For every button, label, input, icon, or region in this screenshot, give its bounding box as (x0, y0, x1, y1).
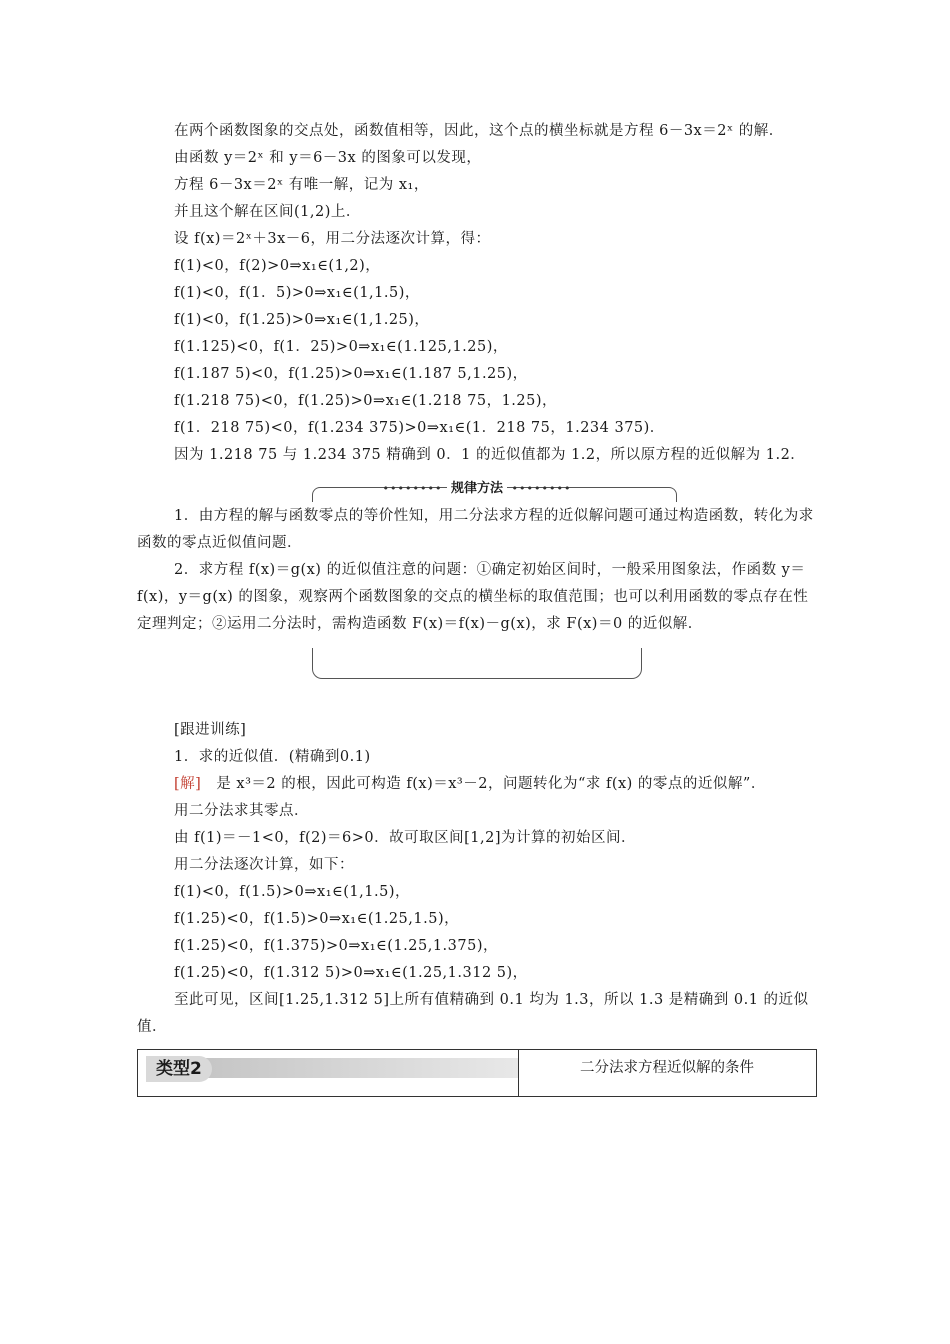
paragraph: 设 f(x)＝2ˣ＋3x－6，用二分法逐次计算，得： (174, 231, 491, 247)
dots-decoration: •••••••• (511, 482, 572, 495)
solution-first-line (137, 771, 817, 798)
document-page (137, 118, 817, 1097)
method-item: 1．由方程的解与函数零点的等价性知，用二分法求方程的近似解问题可通过构造函数，转化为求函数的零点近似值问题． (137, 508, 814, 551)
calc-line: f(1.218 75)<0，f(1.25)>0⇒x₁∈(1.218 75，1.25)， (174, 393, 558, 409)
solution-line: 用二分法求其零点． (174, 803, 309, 819)
paragraph: 方程 6－3x＝2ˣ 有唯一解，记为 x₁， (174, 177, 429, 193)
type-tag: 类型2 (146, 1056, 212, 1082)
calc-line: f(1)<0，f(1．5)>0⇒x₁∈(1,1.5)， (174, 285, 420, 301)
type-bar-left (138, 1050, 519, 1096)
calc-line: f(1)<0，f(1.25)>0⇒x₁∈(1,1.25)， (174, 312, 430, 328)
calc-line: f(1)<0，f(1.5)>0⇒x₁∈(1,1.5)， (174, 884, 410, 900)
box-frame-bottom (312, 648, 642, 679)
solution-tag: [解] (174, 776, 202, 792)
calc-line: f(1.25)<0，f(1.5)>0⇒x₁∈(1.25,1.5)， (174, 911, 460, 927)
training-heading: [跟进训练] (174, 722, 247, 738)
solution-text: 是 x³＝2 的根，因此可构造 f(x)＝x³－2，问题转化为“求 f(x) 的零点的近似解”． (216, 776, 766, 792)
paragraph: 由函数 y＝2ˣ 和 y＝6－3x 的图象可以发现， (174, 150, 482, 166)
dots-decoration: •••••••• (382, 482, 443, 495)
paragraph: 因为 1.218 75 与 1.234 375 精确到 0．1 的近似值都为 1.2，所以原方程的近似解为 1.2． (174, 447, 806, 463)
calc-line: f(1)<0，f(2)>0⇒x₁∈(1,2)， (174, 258, 381, 274)
method-box-header (137, 475, 817, 501)
calc-line: f(1.25)<0，f(1.375)>0⇒x₁∈(1.25,1.375)， (174, 938, 498, 954)
method-box-title-text: 规律方法 (447, 481, 507, 496)
type-title: 二分法求方程近似解的条件 (580, 1060, 754, 1076)
training-question: 1．求的近似值．(精确到0.1) (174, 749, 371, 765)
method-item: 2．求方程 f(x)＝g(x) 的近似值注意的问题：①确定初始区间时，一般采用图象法，作函数 y＝f(x)，y＝g(x) 的图象，观察两个函数图象的交点的横坐标的取值范围；也可以利用函数的零点存在性定理判定；②运用二分法时，需构造函数 F(x)＝f(x)－g(x)，求 F(x)＝0 的近似解． (137, 562, 809, 632)
calc-line: f(1.25)<0，f(1.312 5)>0⇒x₁∈(1.25,1.312 5)， (174, 965, 528, 981)
calc-line: f(1.187 5)<0，f(1.25)>0⇒x₁∈(1.187 5,1.25)， (174, 366, 528, 382)
calc-line: f(1.125)<0，f(1．25)>0⇒x₁∈(1.125,1.25)， (174, 339, 508, 355)
calc-line: f(1．218 75)<0，f(1.234 375)>0⇒x₁∈(1．218 75，1.234 375)． (174, 420, 665, 436)
solution-line: 由 f(1)＝－1<0，f(2)＝6>0．故可取区间[1,2]为计算的初始区间． (174, 830, 636, 846)
paragraph: 并且这个解在区间(1,2)上． (174, 204, 361, 220)
paragraph: 在两个函数图象的交点处，函数值相等，因此，这个点的横坐标就是方程 6－3x＝2ˣ 的解． (174, 123, 784, 139)
type-section-bar (137, 1049, 817, 1097)
conclusion: 至此可见，区间[1.25,1.312 5]上所有值精确到 0.1 均为 1.3，所以 1.3 是精确到 0.1 的近似值． (137, 992, 809, 1035)
method-box-title (137, 477, 817, 496)
solution-line: 用二分法逐次计算，如下： (174, 857, 354, 873)
